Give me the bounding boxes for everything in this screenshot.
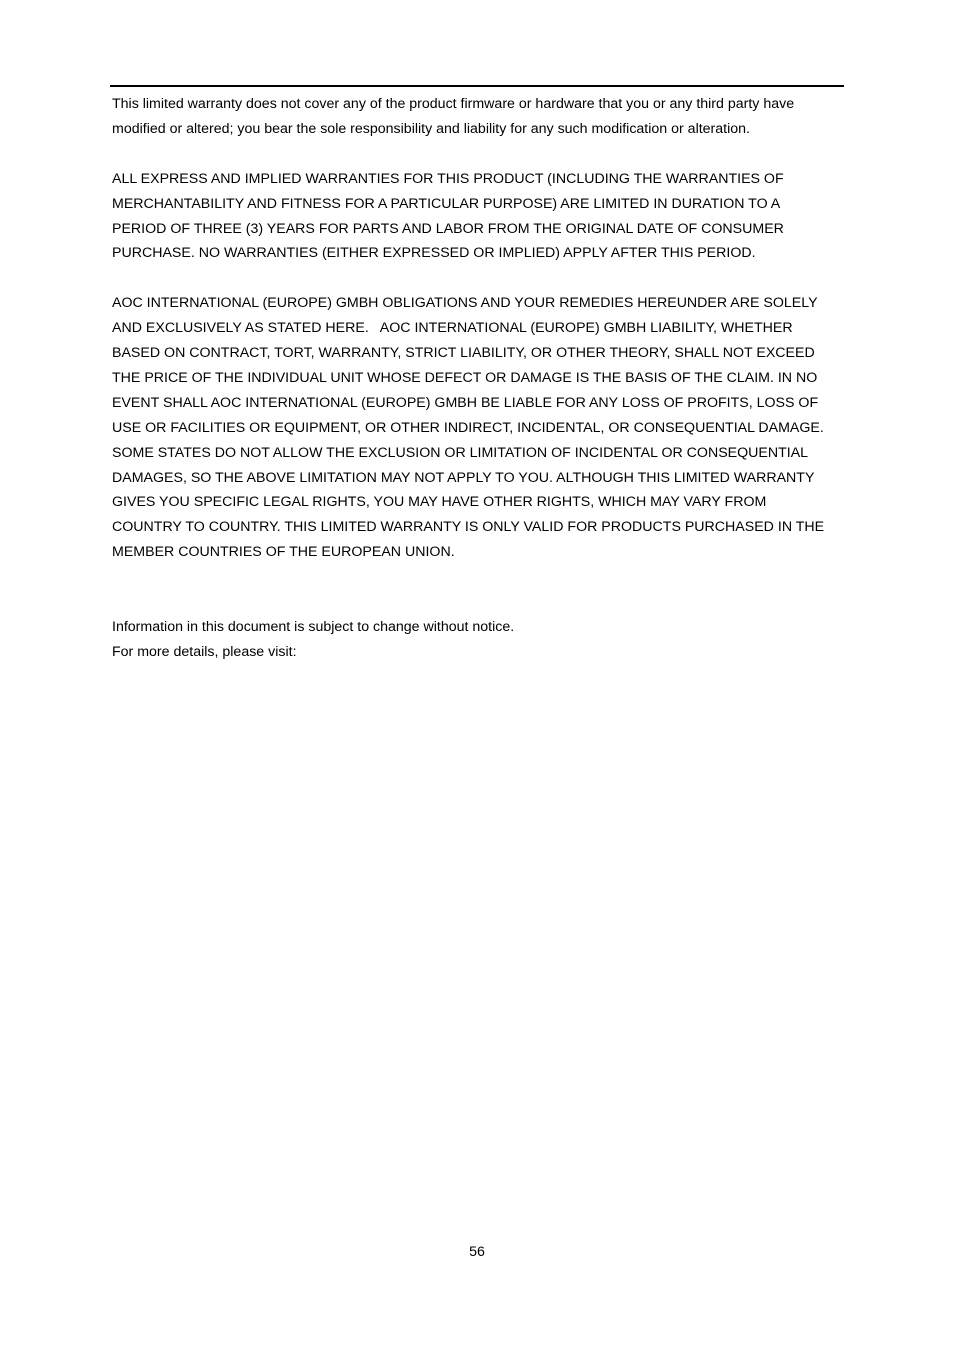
text-line: This limited warranty does not cover any of the product firmware or hardware that you or any third party have: [112, 96, 795, 112]
text-line: SOME STATES DO NOT ALLOW THE EXCLUSION OR LIMITATION OF INCIDENTAL OR CONSEQUENTIAL: [112, 444, 809, 461]
text-line: For more details, please visit:: [112, 643, 297, 660]
text-line: DAMAGES, SO THE ABOVE LIMITATION MAY NOT APPLY TO YOU. ALTHOUGH THIS LIMITED WARRANTY: [112, 469, 815, 486]
text-line: BASED ON CONTRACT, TORT, WARRANTY, STRICT LIABILITY, OR OTHER THEORY, SHALL NOT EXCEED: [112, 345, 815, 362]
text-line: Information in this document is subject to change without notice.: [112, 618, 515, 635]
text-line: EVENT SHALL AOC INTERNATIONAL (EUROPE) GMBH BE LIABLE FOR ANY LOSS OF PROFITS, LOSS OF: [112, 394, 819, 411]
text-line: ALL EXPRESS AND IMPLIED WARRANTIES FOR THIS PRODUCT (INCLUDING THE WARRANTIES OF: [112, 170, 784, 187]
document-body: [112, 92, 842, 665]
text-line: AOC INTERNATIONAL (EUROPE) GMBH OBLIGATIONS AND YOUR REMEDIES HEREUNDER ARE SOLELY: [112, 295, 818, 312]
text-line: USE OR FACILITIES OR EQUIPMENT, OR OTHER INDIRECT, INCIDENTAL, OR CONSEQUENTIAL DAMAGE.: [112, 419, 824, 436]
text-line: AND EXCLUSIVELY AS STATED HERE. AOC INTERNATIONAL (EUROPE) GMBH LIABILITY, WHETHER: [112, 320, 793, 337]
text-line: GIVES YOU SPECIFIC LEGAL RIGHTS, YOU MAY HAVE OTHER RIGHTS, WHICH MAY VARY FROM: [112, 494, 767, 511]
text-line: COUNTRY TO COUNTRY. THIS LIMITED WARRANTY IS ONLY VALID FOR PRODUCTS PURCHASED IN THE: [112, 519, 825, 536]
paragraph-firmware-modification: [112, 92, 842, 142]
header-divider: [110, 85, 844, 87]
text-line: modified or altered; you bear the sole responsibility and liability for any such modification or alteration.: [112, 120, 750, 137]
paragraph-implied-warranties: [112, 167, 842, 267]
paragraph-liability-limitation: [112, 291, 842, 565]
text-line: MEMBER COUNTRIES OF THE EUROPEAN UNION.: [112, 544, 455, 561]
text-line: THE PRICE OF THE INDIVIDUAL UNIT WHOSE DEFECT OR DAMAGE IS THE BASIS OF THE CLAIM. IN NO: [112, 369, 818, 386]
paragraph-document-notice: [112, 615, 842, 665]
text-line: PERIOD OF THREE (3) YEARS FOR PARTS AND LABOR FROM THE ORIGINAL DATE OF CONSUMER: [112, 220, 784, 237]
text-line: MERCHANTABILITY AND FITNESS FOR A PARTICULAR PURPOSE) ARE LIMITED IN DURATION TO A: [112, 195, 781, 212]
page-number: 56: [469, 1244, 485, 1260]
text-line: PURCHASE. NO WARRANTIES (EITHER EXPRESSED OR IMPLIED) APPLY AFTER THIS PERIOD.: [112, 245, 756, 262]
